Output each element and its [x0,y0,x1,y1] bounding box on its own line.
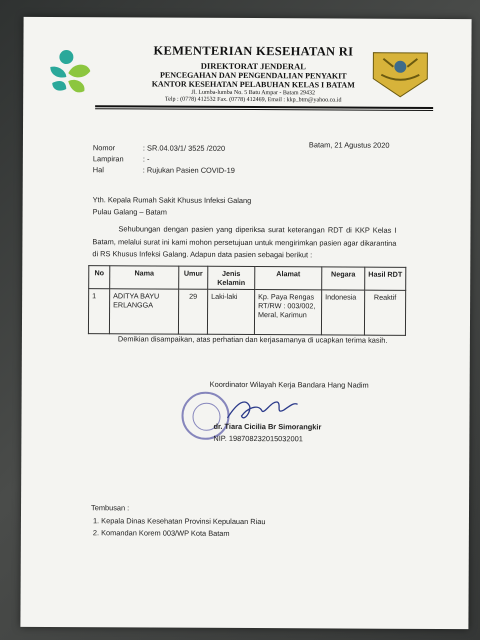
cell-no: 1 [88,289,109,334]
cc-label: Tembusan : [91,503,130,513]
col-header-negara: Negara [322,267,365,290]
hal-value: : Rujukan Pasien COVID-19 [142,165,235,175]
patient-table [88,265,406,336]
office-line: KANTOR KESEHATAN PELABUHAN KELAS I BATAM [151,79,355,90]
port-health-emblem-icon [369,49,431,99]
col-header-alamat: Alamat [255,267,322,290]
nomor-value: : SR.04.03/1/ 3525 /2020 [142,143,226,153]
table-header-row [89,266,406,291]
contact-line: Telp : (0778) 412532 Fax. (0778) 412469, Email : kkp_btm@yahoo.co.id [164,96,342,104]
division-line: PENCEGAHAN DAN PENGENDALIAN PENYAKIT [159,70,347,81]
addressee-line2: Pulau Galang – Batam [92,207,167,217]
col-header-umur: Umur [179,266,208,289]
cc-item: 1. Kepala Dinas Kesehatan Provinsi Kepulauan Riau [92,516,266,527]
table-row [88,289,405,336]
col-header-jenis-kelamin: Jenis Kelamin [208,266,255,289]
cell-negara: Indonesia [321,290,364,335]
cell-umur: 29 [178,289,207,334]
kemenkes-logo-icon [38,45,94,101]
cell-nama: ADITYA BAYU ERLANGGA [109,289,178,334]
signatory-position: Koordinator Wilayah Kerja Bandara Hang Nadim [209,379,369,390]
addressee-line1: Yth. Kepala Rumah Sakit Khusus Infeksi Galang [92,195,252,206]
address-line: Jl. Lumba-lumba No. 5 Batu Ampar - Batam 29432 [191,89,316,97]
cell-jenis-kelamin: Laki-laki [207,289,254,334]
letter-paper [20,17,471,629]
cc-item: 2. Komandan Korem 003/WP Kota Batam [92,528,230,538]
lampiran-value: : - [142,154,150,164]
ministry-title: KEMENTERIAN KESEHATAN RI [153,43,354,59]
col-header-nama: Nama [110,266,179,289]
body-paragraph-1: Sehubungan dengan pasien yang diperiksa surat keterangan RDT di KKP Kelas I Batam, melalui surat ini kami mohon persetujuan untuk mengirimkan pasien agar dikarantina di RS Khusus Infeksi Galang. Adapun data pasien sebagai berikut : [92,224,397,260]
lampiran-label: Lampiran [92,154,124,164]
cell-alamat: Kp. Paya Rengas RT/RW : 003/002, Meral, Karimun [254,290,321,335]
body-paragraph-2: Demikian disampaikan, atas perhatian dan kerjasamanya di ucapkan terima kasih. [117,334,388,345]
col-header-no: No [89,266,110,289]
letter-date: Batam, 21 Agustus 2020 [308,140,390,150]
hal-label: Hal [92,165,104,175]
signatory-name: dr. Tiara Cicilia Br Simorangkir [213,421,322,432]
cell-hasil-rdt: Reaktif [364,290,405,335]
col-header-hasil-rdt: Hasil RDT [365,267,406,290]
nomor-label: Nomor [92,143,116,153]
signatory-nip: NIP. 198708232015032001 [213,433,303,444]
directorate-line: DIREKTORAT JENDERAL [200,60,306,72]
